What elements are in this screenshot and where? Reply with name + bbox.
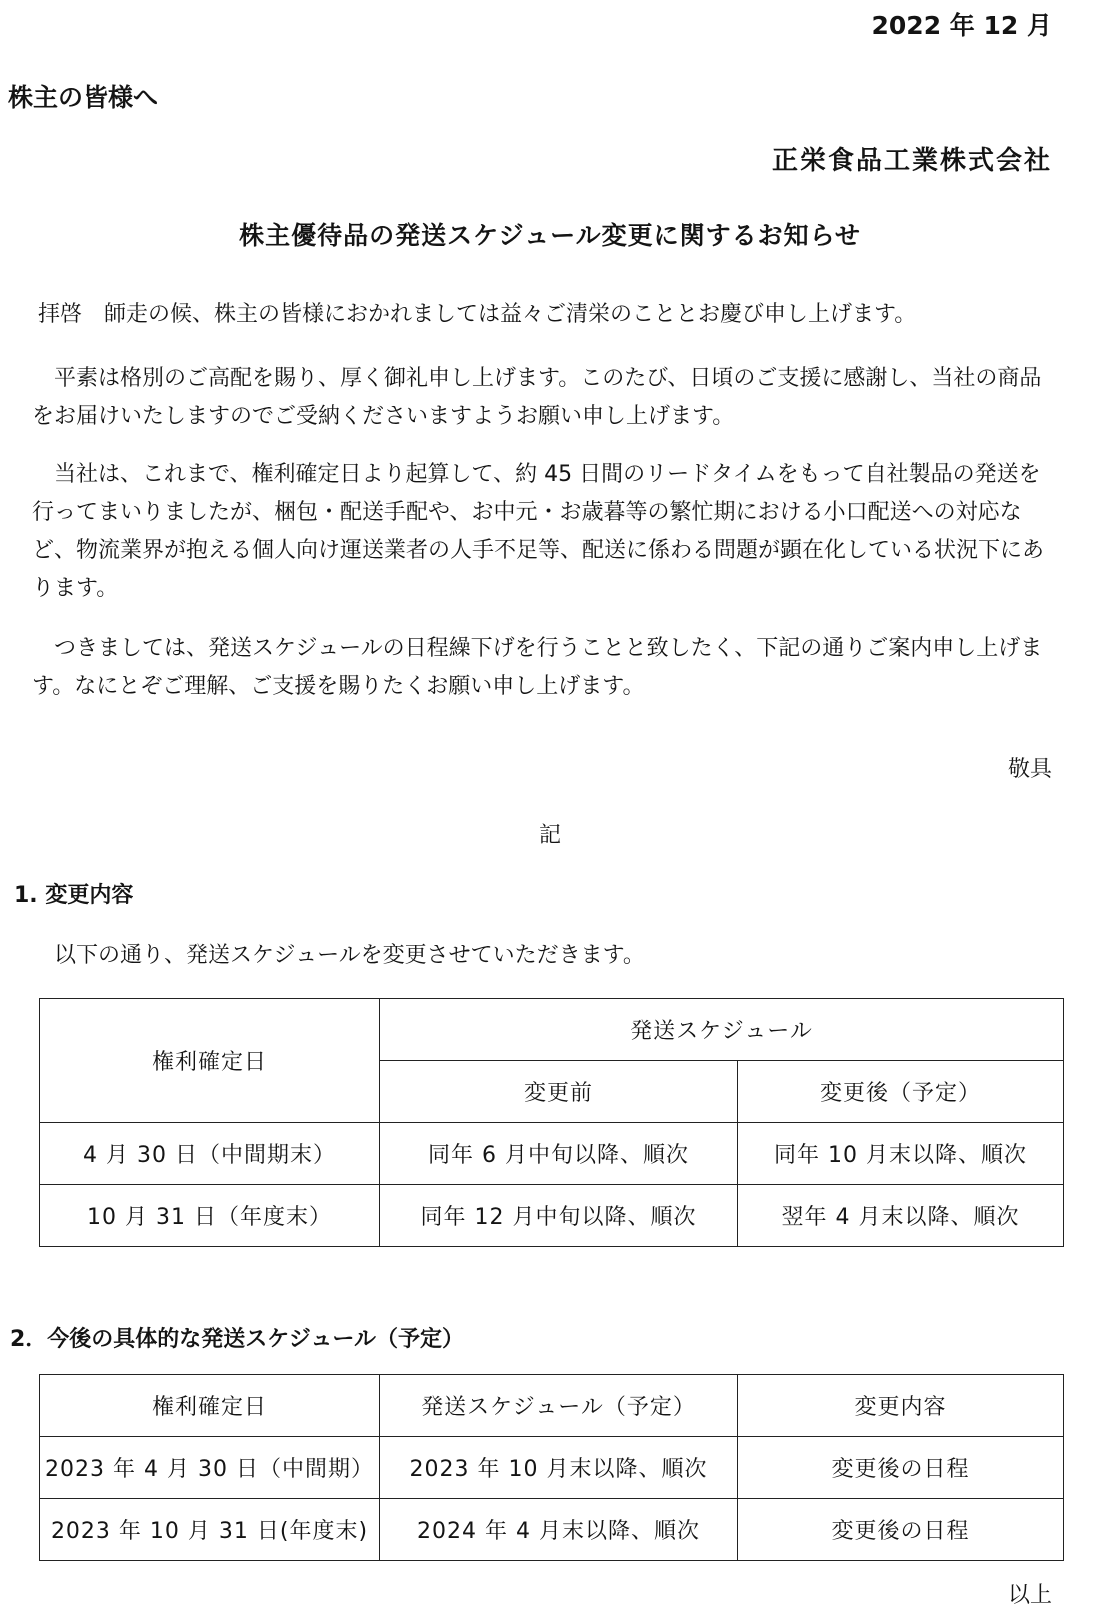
col-header-before: 変更前 bbox=[380, 1061, 738, 1123]
document-title: 株主優待品の発送スケジュール変更に関するお知らせ bbox=[239, 221, 861, 250]
table-cell-date: 2023 年 10 月 31 日(年度末) bbox=[40, 1499, 380, 1561]
table-cell-change: 変更後の日程 bbox=[738, 1437, 1064, 1499]
schedule-table bbox=[39, 1374, 1064, 1561]
table-cell-date: 4 月 30 日（中間期末） bbox=[40, 1123, 380, 1185]
section-2-heading: 2．今後の具体的な発送スケジュール（予定） bbox=[10, 1327, 464, 1352]
table-cell-before: 同年 12 月中旬以降、順次 bbox=[380, 1185, 738, 1247]
table-row bbox=[40, 1123, 1064, 1185]
addressee: 株主の皆様へ bbox=[8, 83, 159, 112]
table-cell-date: 10 月 31 日（年度末） bbox=[40, 1185, 380, 1247]
company-name: 正栄食品工業株式会社 bbox=[771, 146, 1052, 176]
col-header-record-date: 権利確定日 bbox=[40, 999, 380, 1123]
table-cell-change: 変更後の日程 bbox=[738, 1499, 1064, 1561]
section-1-intro: 以下の通り、発送スケジュールを変更させていただきます。 bbox=[54, 943, 645, 968]
table-cell-after: 同年 10 月末以降、順次 bbox=[738, 1123, 1064, 1185]
col-header-change: 変更内容 bbox=[738, 1375, 1064, 1437]
closing-word: 敬具 bbox=[1007, 757, 1052, 782]
table-cell-schedule: 2024 年 4 月末以降、順次 bbox=[380, 1499, 738, 1561]
table-cell-date: 2023 年 4 月 30 日（中間期） bbox=[40, 1437, 380, 1499]
table-row bbox=[40, 1437, 1064, 1499]
ki-marker: 記 bbox=[538, 823, 561, 848]
greeting-paragraph: 拝啓 師走の候、株主の皆様におかれましては益々ご清栄のこととお慶び申し上げます。 bbox=[38, 302, 917, 327]
table-row bbox=[40, 1185, 1064, 1247]
table-cell-after: 翌年 4 月末以降、順次 bbox=[738, 1185, 1064, 1247]
body-paragraph-2: 当社は、これまで、権利確定日より起算して、約 45 日間のリードタイムをもって自社製品の発送を行ってまいりましたが、梱包・配送手配や、お中元・お歳暮等の繁忙期における小口配送への対応など、物流業界が抱える個人向け運送業者の人手不足等、配送に係わる問題が顕在化している状況下にあります。 bbox=[32, 462, 1045, 601]
document-date: 2022 年 12 月 bbox=[871, 11, 1052, 40]
col-header-shipping-schedule: 発送スケジュール bbox=[380, 999, 1064, 1061]
change-table bbox=[39, 998, 1064, 1247]
table-row bbox=[40, 1499, 1064, 1561]
table-cell-before: 同年 6 月中旬以降、順次 bbox=[380, 1123, 738, 1185]
section-1-heading: 1. 変更内容 bbox=[14, 883, 134, 908]
end-marker: 以上 bbox=[1007, 1583, 1052, 1608]
table-cell-schedule: 2023 年 10 月末以降、順次 bbox=[380, 1437, 738, 1499]
body-paragraph-3: つきましては、発送スケジュールの日程繰下げを行うことと致したく、下記の通りご案内申し上げます。なにとぞご理解、ご支援を賜りたくお願い申し上げます。 bbox=[32, 636, 1043, 699]
col-header-record-date: 権利確定日 bbox=[40, 1375, 380, 1437]
body-paragraph-1: 平素は格別のご高配を賜り、厚く御礼申し上げます。このたび、日頃のご支援に感謝し、当社の商品をお届けいたしますのでご受納くださいますようお願い申し上げます。 bbox=[32, 366, 1042, 429]
col-header-schedule: 発送スケジュール（予定） bbox=[380, 1375, 738, 1437]
col-header-after: 変更後（予定） bbox=[738, 1061, 1064, 1123]
